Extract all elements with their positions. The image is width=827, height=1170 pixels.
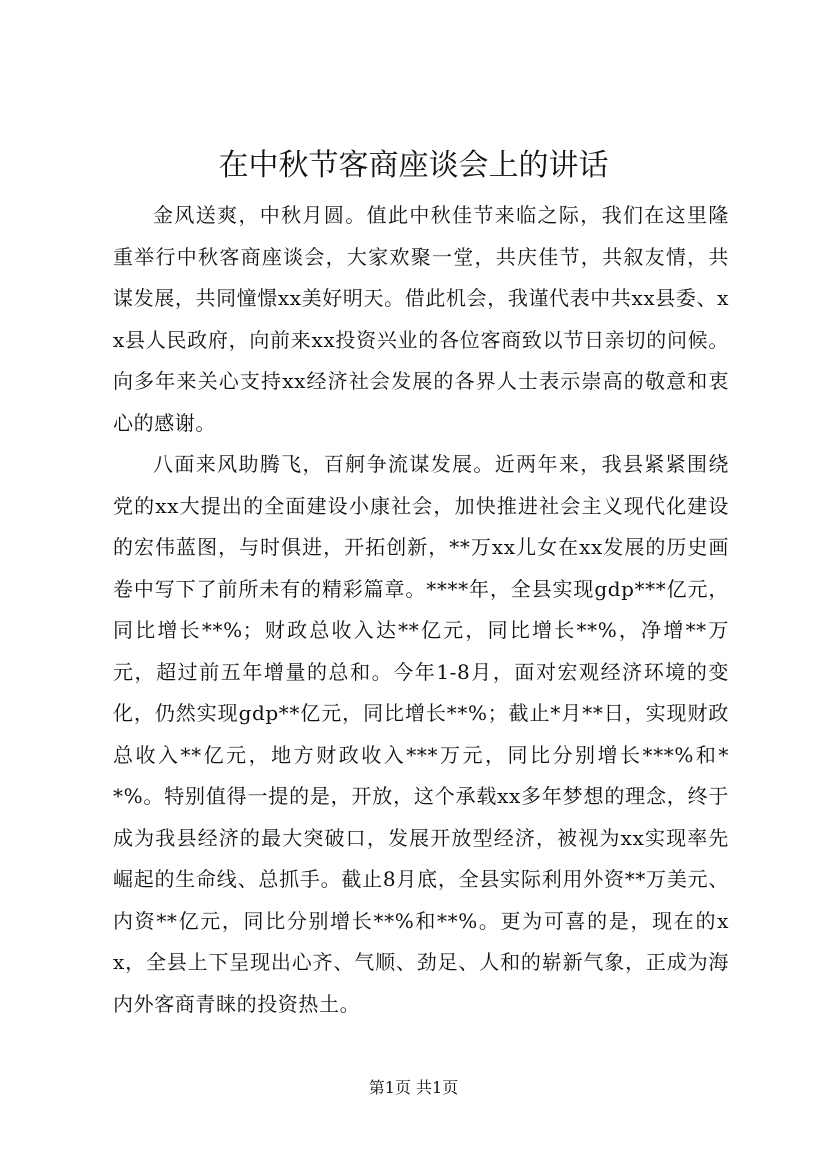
paragraph-1: 金风送爽，中秋月圆。值此中秋佳节来临之际，我们在这里隆重举行中秋客商座谈会，大家欢聚一堂，共庆佳节，共叙友情，共谋发展，共同憧憬xx美好明天。借此机会，我谨代表中共xx县委、xx县人民政府，向前来xx投资兴业的各位客商致以节日亲切的问候。向多年来关心支持xx经济社会发展的各界人士表示崇高的敬意和衷心的感谢。 [113,203,729,435]
paragraph-2: 八面来风助腾飞，百舸争流谋发展。近两年来，我县紧紧围绕党的xx大提出的全面建设小康社会，加快推进社会主义现代化建设的宏伟蓝图，与时俱进，开拓创新，**万xx儿女在xx发展的历史画卷中写下了前所未有的精彩篇章。****年，全县实现gdp***亿元，同比增长**%；财政总收入达**亿元，同比增长**%，净增**万元，超过前五年增量的总和。今年1-8月，面对宏观经济环境的变化，仍然实现gdp**亿元，同比增长**%；截止*月**日，实现财政总收入**亿元，地方财政收入***万元，同比分别增长***%和**%。特别值得一提的是，开放，这个承载xx多年梦想的理念，终于成为我县经济的最大突破口，发展开放型经济，被视为xx实现率先崛起的生命线、总抓手。截止8月底，全县实际利用外资**万美元、内资**亿元，同比分别增长**%和**%。更为可喜的是，现在的xx，全县上下呈现出心齐、气顺、劲足、人和的崭新气象，正成为海内外客商青睐的投资热土。 [113,452,729,1016]
page-footer: 第1页 共1页 [368,1078,459,1097]
document-body [113,195,729,1025]
document-title: 在中秋节客商座谈会上的讲话 [218,148,609,183]
